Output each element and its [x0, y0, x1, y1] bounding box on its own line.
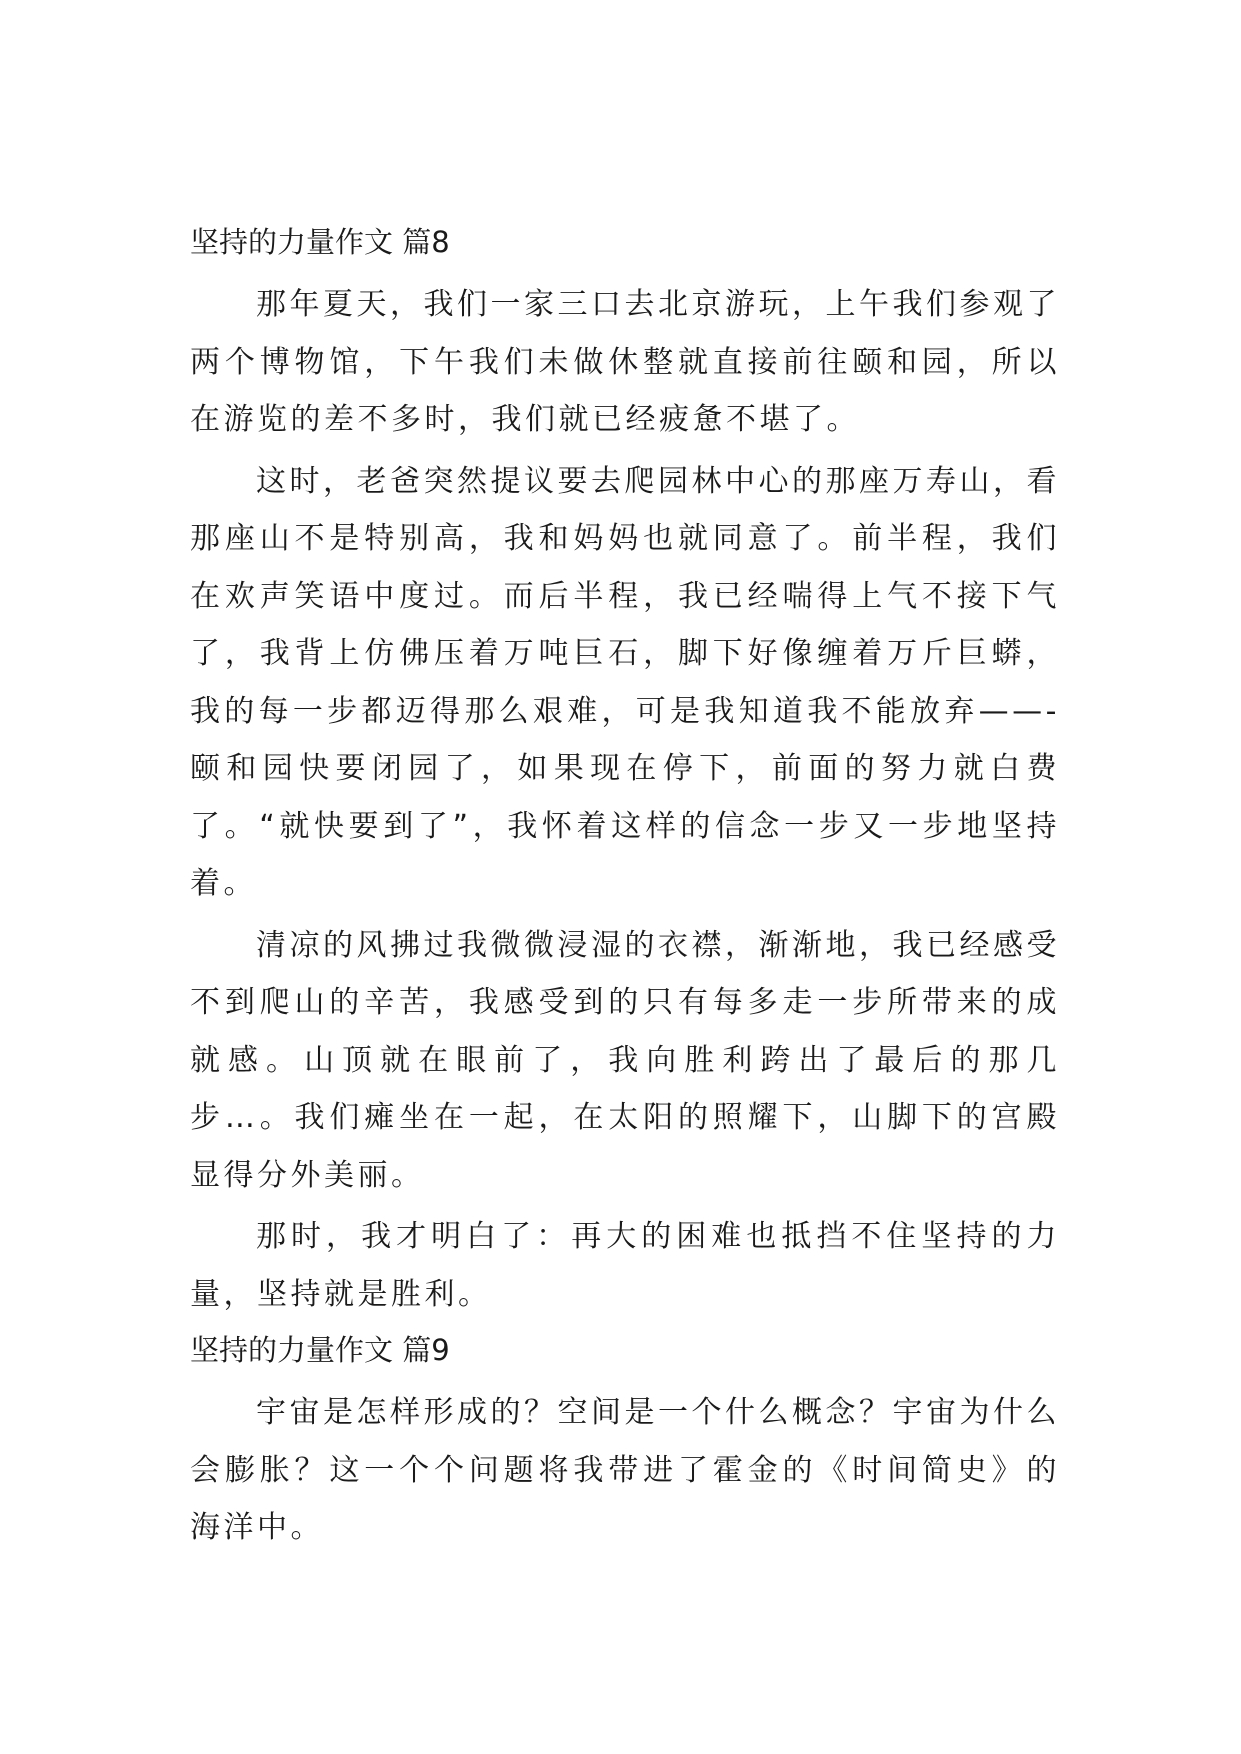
- essay-section-8: [190, 222, 1060, 1327]
- section-heading: 坚持的力量作文 篇9: [190, 1333, 450, 1367]
- paragraph: 清凉的风拂过我微微浸湿的衣襟，渐渐地，我已经感受不到爬山的辛苦，我感受到的只有每多走一步所带来的成就感。山顶就在眼前了，我向胜利跨出了最后的那几步…。我们瘫坐在一起，在太阳的照耀下，山脚下的宫殿显得分外美丽。: [190, 927, 1060, 1193]
- paragraph: 这时，老爸突然提议要去爬园林中心的那座万寿山，看那座山不是特别高，我和妈妈也就同意了。前半程，我们在欢声笑语中度过。而后半程，我已经喘得上气不接下气了，我背上仿佛压着万吨巨石，脚下好像缠着万斤巨蟒，我的每一步都迈得那么艰难，可是我知道我不能放弃——-颐和园快要闭园了，如果现在停下，前面的努力就白费了。“就快要到了”，我怀着这样的信念一步又一步地坚持着。: [190, 463, 1060, 901]
- paragraph: 那年夏天，我们一家三口去北京游玩，上午我们参观了两个博物馆，下午我们未做休整就直接前往颐和园，所以在游览的差不多时，我们就已经疲惫不堪了。: [190, 287, 1060, 437]
- paragraph: 宇宙是怎样形成的？空间是一个什么概念？宇宙为什么会膨胀？这一个个问题将我带进了霍金的《时间简史》的海洋中。: [190, 1395, 1060, 1545]
- essay-section-9: [190, 1330, 1060, 1561]
- paragraph: 那时，我才明白了：再大的困难也抵挡不住坚持的力量，坚持就是胜利。: [190, 1219, 1060, 1312]
- section-heading: 坚持的力量作文 篇8: [190, 225, 450, 259]
